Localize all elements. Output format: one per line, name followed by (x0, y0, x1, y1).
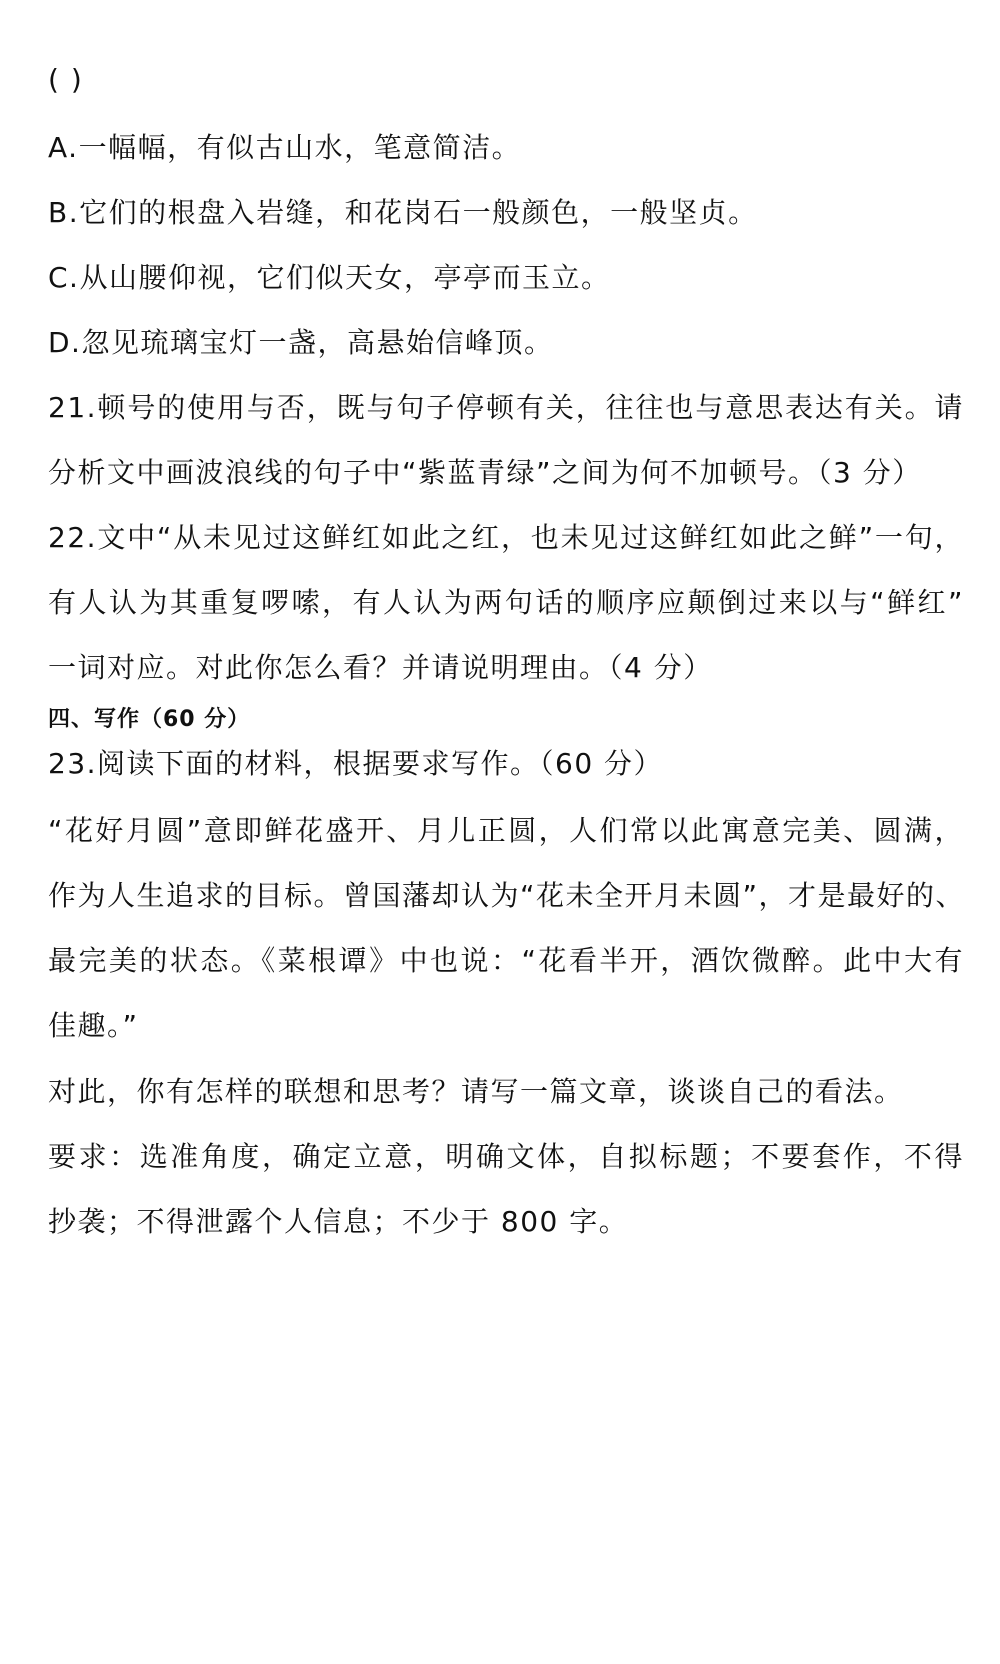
question-22-line-2: 有人认为其重复啰嗦，有人认为两句话的顺序应颠倒过来以与“鲜红” (48, 586, 964, 619)
option-b: B.它们的根盘入岩缝，和花岗石一般颜色，一般坚贞。 (48, 196, 758, 229)
requirements-line-1: 要求：选准角度，确定立意，明确文体，自拟标题；不要套作，不得 (48, 1140, 964, 1173)
option-a: A.一幅幅，有似古山水，笔意简洁。 (48, 131, 522, 164)
option-d: D.忽见琉璃宝灯一盏，高悬始信峰顶。 (48, 326, 554, 359)
question-21-line-1: 21.顿号的使用与否，既与句子停顿有关，往往也与意思表达有关。请 (48, 391, 964, 424)
section-heading-writing: 四、写作（60 分） (48, 707, 251, 732)
material-line-2: 作为人生追求的目标。曾国藩却认为“花未全开月未圆”，才是最好的、 (48, 879, 966, 912)
option-c: C.从山腰仰视，它们似天女，亭亭而玉立。 (48, 261, 611, 294)
material-line-3: 最完美的状态。《菜根谭》中也说：“花看半开，酒饮微醉。此中大有 (48, 944, 964, 977)
question-22-line-3: 一词对应。对此你怎么看？并请说明理由。（4 分） (48, 651, 713, 684)
material-line-4: 佳趣。” (48, 1009, 139, 1042)
question-23-title: 23.阅读下面的材料，根据要求写作。（60 分） (48, 747, 664, 780)
question-21-line-2: 分析文中画波浪线的句子中“紫蓝青绿”之间为何不加顿号。（3 分） (48, 456, 922, 489)
requirements-line-2: 抄袭；不得泄露个人信息；不少于 800 字。 (48, 1205, 629, 1238)
answer-parentheses: ( ) (48, 63, 84, 96)
writing-prompt: 对此，你有怎样的联想和思考？请写一篇文章，谈谈自己的看法。 (48, 1075, 904, 1108)
material-line-1: “花好月圆”意即鲜花盛开、月儿正圆，人们常以此寓意完美、圆满， (48, 814, 964, 847)
question-22-line-1: 22.文中“从未见过这鲜红如此之红，也未见过这鲜红如此之鲜”一句， (48, 521, 964, 554)
